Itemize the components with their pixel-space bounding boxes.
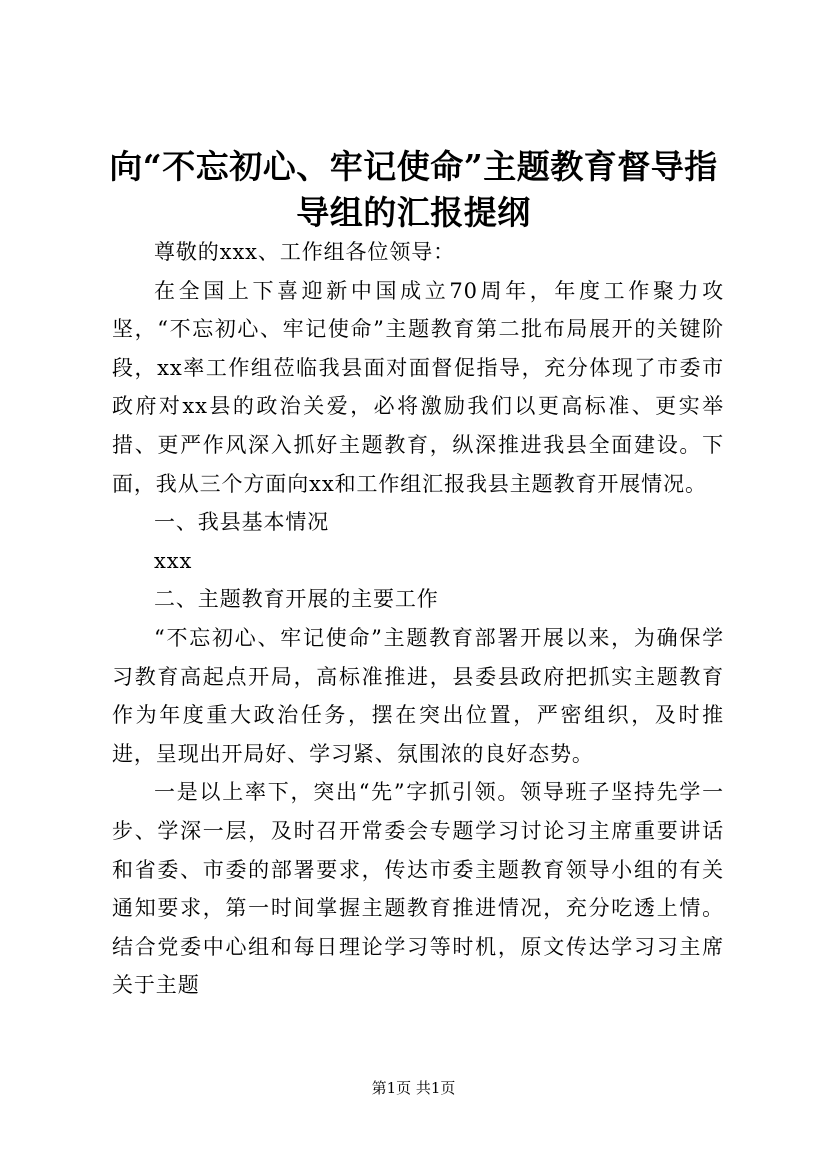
- section-1-content: xxx: [154, 548, 193, 573]
- section-2-paragraph-2: 一是以上率下，突出“先”字抓引领。领导班子坚持先学一步、学深一层，及时召开常委会专题学习讨论习主席重要讲话和省委、市委的部署要求，传达市委主题教育领导小组的有关通知要求，第一时间掌握主题教育推进情况，充分吃透上情。结合党委中心组和每日理论学习等时机，原文传达学习习主席关于主题: [112, 780, 724, 998]
- section-heading-1: 一、我县基本情况: [154, 510, 330, 535]
- page-footer: 第1页 共1页: [371, 1079, 456, 1097]
- section-heading-2: 二、主题教育开展的主要工作: [154, 587, 439, 612]
- salutation-paragraph: 尊敬的xxx、工作组各位领导：: [154, 240, 456, 264]
- document-title: 向“不忘初心、牢记使命”主题教育督导指导组的汇报提纲: [109, 147, 718, 232]
- document-body: [112, 233, 724, 1005]
- section-2-paragraph-1: “不忘初心、牢记使命”主题教育部署开展以来，为确保学习教育高起点开局，高标准推进，县委县政府把抓实主题教育作为年度重大政治任务，摆在突出位置，严密组织，及时推进，呈现出开局好、学习紧、氛围浓的良好态势。: [112, 625, 724, 766]
- intro-paragraph: 在全国上下喜迎新中国成立70周年，年度工作聚力攻坚，“不忘初心、牢记使命”主题教育第二批布局展开的关键阶段，xx率工作组莅临我县面对面督促指导，充分体现了市委市政府对xx县的政治关爱，必将激励我们以更高标准、更实举措、更严作风深入抓好主题教育，纵深推进我县全面建设。下面，我从三个方面向xx和工作组汇报我县主题教育开展情况。: [112, 278, 724, 496]
